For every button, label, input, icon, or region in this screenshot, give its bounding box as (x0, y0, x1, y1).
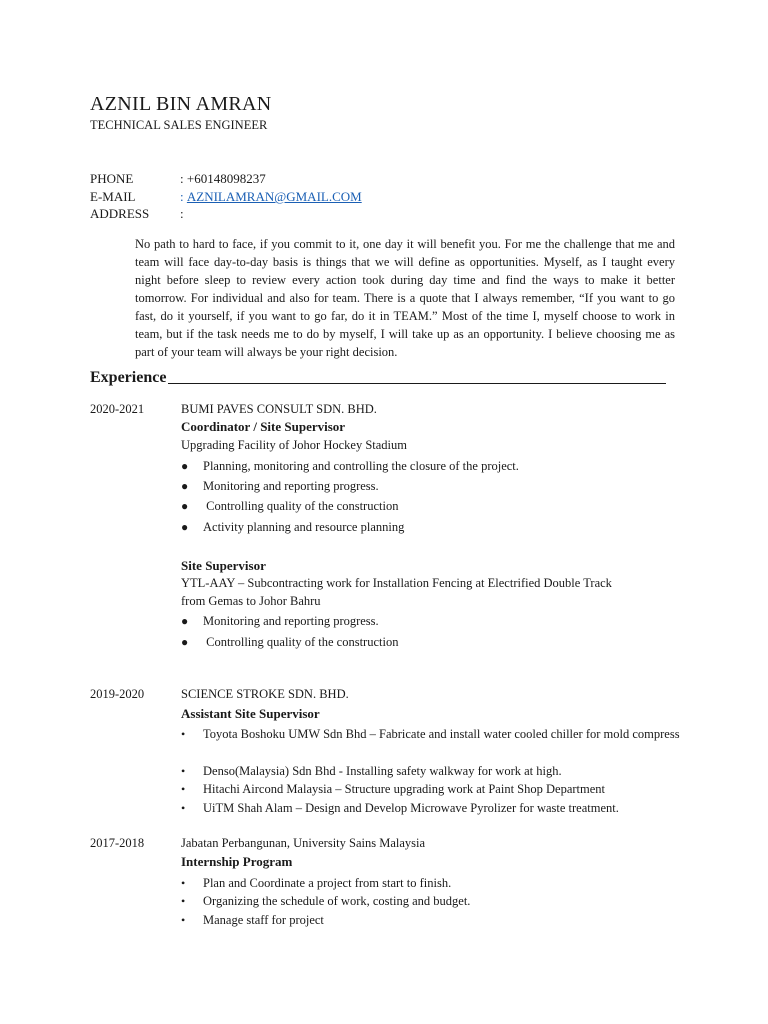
job-years: 2020-2021 (90, 402, 145, 416)
list-item-text: Planning, monitoring and controlling the closure of the project. (203, 459, 519, 473)
address-value: : (180, 206, 184, 221)
candidate-title: TECHNICAL SALES ENGINEER (90, 118, 268, 132)
job-project: Upgrading Facility of Johor Hockey Stadium (181, 438, 408, 452)
contact-email-row (90, 189, 362, 205)
list-item-text: Organizing the schedule of work, costing and budget. (203, 894, 471, 908)
heading-underline (168, 383, 666, 384)
phone-value: : +60148098237 (180, 171, 266, 186)
list-item (181, 874, 681, 892)
list-item-text: Toyota Boshoku UMW Sdn Bhd – Fabricate and install water cooled chiller for mold compress (203, 727, 680, 741)
job-company: SCIENCE STROKE SDN. BHD. (181, 687, 349, 701)
list-item-text: UiTM Shah Alam – Design and Develop Microwave Pyrolizer for waste treatment. (203, 801, 619, 815)
job-role: Site Supervisor (181, 558, 266, 573)
list-item-text: Denso(Malaysia) Sdn Bhd - Installing safety walkway for work at high. (203, 764, 562, 778)
list-item-text: Hitachi Aircond Malaysia – Structure upgrading work at Paint Shop Department (203, 782, 605, 796)
email-label: E-MAIL (90, 189, 136, 204)
phone-label: PHONE (90, 171, 134, 186)
contact-address-row (90, 206, 184, 222)
list-item (181, 762, 681, 780)
list-item-text: Controlling quality of the construction (203, 499, 399, 513)
list-item-text: Controlling quality of the construction (203, 635, 399, 649)
bullet-icon: ● (181, 614, 189, 628)
profile-summary: No path to hard to face, if you commit to it, one day it will benefit you. For me the challenge that me and team will face day-to-day basis is things that we will define as opportunities. Myself, as I taught every night before sleep to review every action took during day time and find the ways to make it better tomorrow. For individual and also for team. There is a quote that I always remember, “If you want to go fast, do it yourself, if you want to go far, do it in TEAM.” Most of the time I, myself choose to work in team, but if the task needs me to do by myself, I will take up as an opportunity. I believe choosing me as part of your team will always be your right decision. (135, 237, 675, 359)
email-separator: : (180, 189, 187, 204)
bullet-icon: ● (181, 635, 189, 649)
list-item (181, 911, 681, 929)
bullet-icon: • (181, 894, 186, 908)
job-company: Jabatan Perbangunan, University Sains Malaysia (181, 836, 426, 850)
list-item-text: Activity planning and resource planning (203, 520, 405, 534)
bullet-icon: ● (181, 520, 189, 534)
list-item (181, 725, 681, 743)
experience-heading-text: Experience (90, 369, 167, 386)
bullet-icon: • (181, 727, 186, 741)
list-item-text: Plan and Coordinate a project from start to finish. (203, 876, 452, 890)
job-company: BUMI PAVES CONSULT SDN. BHD. (181, 402, 377, 416)
list-item (181, 799, 681, 817)
job-years: 2019-2020 (90, 687, 145, 701)
bullet-icon: • (181, 913, 186, 927)
email-link[interactable]: AZNILAMRAN@GMAIL.COM (186, 189, 362, 204)
list-item (181, 892, 681, 910)
list-item (181, 477, 681, 495)
bullet-icon: • (181, 876, 186, 890)
list-item (181, 457, 681, 475)
list-item (181, 780, 681, 798)
job-role: Assistant Site Supervisor (181, 706, 320, 721)
bullet-icon: ● (181, 459, 189, 473)
job-project: YTL-AAY – Subcontracting work for Installation Fencing at Electrified Double Track (181, 576, 612, 590)
list-item-text: Monitoring and reporting progress. (203, 614, 379, 628)
list-item-text: Manage staff for project (203, 913, 324, 927)
job-role: Internship Program (181, 854, 293, 869)
bullet-icon: • (181, 782, 186, 796)
list-item (181, 612, 681, 630)
bullet-icon: ● (181, 479, 189, 493)
list-item (181, 633, 681, 651)
job-role: Coordinator / Site Supervisor (181, 419, 346, 434)
experience-heading (90, 369, 666, 387)
candidate-name: AZNIL BIN AMRAN (90, 93, 272, 115)
job-years: 2017-2018 (90, 836, 145, 850)
bullet-icon: ● (181, 499, 189, 513)
list-item (181, 518, 681, 536)
job-project-continued: from Gemas to Johor Bahru (181, 594, 321, 608)
address-label: ADDRESS (90, 206, 150, 221)
list-item (181, 497, 681, 515)
bullet-icon: • (181, 764, 186, 778)
list-item-text: Monitoring and reporting progress. (203, 479, 379, 493)
bullet-icon: • (181, 801, 186, 815)
contact-phone-row (90, 171, 266, 187)
